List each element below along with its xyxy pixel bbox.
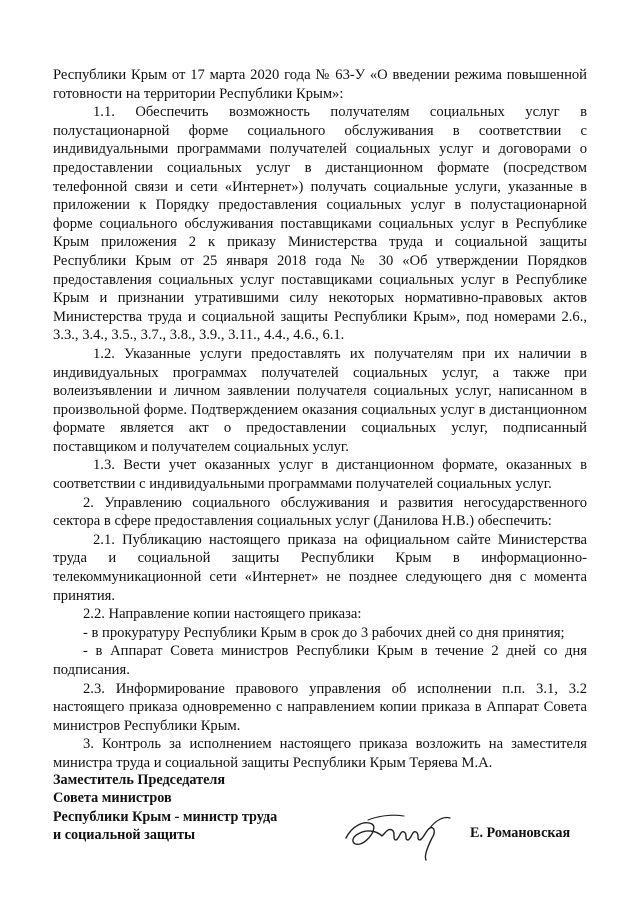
paragraph-2-2: 2.2. Направление копии настоящего приказа: [83,606,362,623]
signatory-title-line: и социальной защиты [53,827,196,844]
handwritten-signature-icon [338,802,458,862]
paragraph-2-3: 2.3. Информирование правового управления об исполнении п.п. 3.1, 3.2 настоящего приказа одновременно с направлением копии приказа в Аппарат Совета министров Республики Крым. [53,680,587,734]
paragraph-2-2-item-prosecutor: - в прокуратуру Республики Крым в срок до 3 рабочих дней со дня принятия; [83,624,565,641]
paragraph-2: 2. Управлению социального обслуживания и развития негосударственного сектора в сфере предоставления социальных услуг (Данилова Н.В.) обеспечить: [53,494,587,530]
paragraph-3: 3. Контроль за исполнением настоящего приказа возложить на заместителя министра труда и социальной защиты Республики Крым Теряева М.А. [53,736,587,771]
signatory-title-line: Республики Крым - министр труда [53,808,278,825]
signatory-name: Е. Романовская [470,825,571,841]
document-body [53,66,587,773]
paragraph-2-2-item-apparatus: - в Аппарат Совета министров Республики Крым в течение 2 дней со дня подписания. [53,643,587,678]
signatory-title-line: Совета министров [53,790,172,807]
paragraph-1-2: 1.2. Указанные услуги предоставлять их получателям при их наличии в индивидуальных программах получателей социальных услуг, а также при волеизъявлении и личном заявлении получателя социальных услуг, написанном в произвольной форме. Подтверждением оказания социальных услуг в дистанционном формате является акт о предоставлении социальных услуг, подписанный поставщиком и получателем социальных услуг. [53,345,587,455]
paragraph-intro: Республики Крым от 17 марта 2020 года № 63-У «О введении режима повышенной готовности на территории Республики Крым»: [53,67,587,102]
signatory-title-line: Заместитель Председателя [53,772,226,788]
signatory-title [53,771,293,845]
paragraph-1-3: 1.3. Вести учет оказанных услуг в дистанционном формате, оказанных в соответствии с индивидуальными программами получателей социальных услуг. [53,457,587,493]
paragraph-1-1: 1.1. Обеспечить возможность получателям социальных услуг в полустационарной форме социального обслуживания в соответствии с индивидуальными программами получателей социальных услуг и договорами о предоставлении социальных услуг в дистанционном формате (посредством телефонной связи и сети «Интернет») получать социальные услуги, указанные в приложении к Порядку предоставления социальных услуг в полустационарной форме социального обслуживания поставщиками социальных услуг в Республике Крым приложения 2 к приказу Министерства труда и социальной защиты Республики Крым от 25 января 2018 года № 30 «Об утверждении Порядков предоставления социальных услуг поставщиками социальных услуг в Республике Крым и признании утратившими силу некоторых нормативно-правовых актов Министерства труда и социальной защиты Республики Крым», под номерами 2.6., 3.3., 3.4., 3.5., 3.7., 3.8., 3.9., 3.11., 4.4., 4.6., 6.1. [53,104,587,344]
paragraph-2-1: 2.1. Публикацию настоящего приказа на официальном сайте Министерства труда и социальной защиты Республики Крым в информационно-телекоммуникационной сети «Интернет» не позднее следующего дня с момента принятия. [53,531,587,604]
